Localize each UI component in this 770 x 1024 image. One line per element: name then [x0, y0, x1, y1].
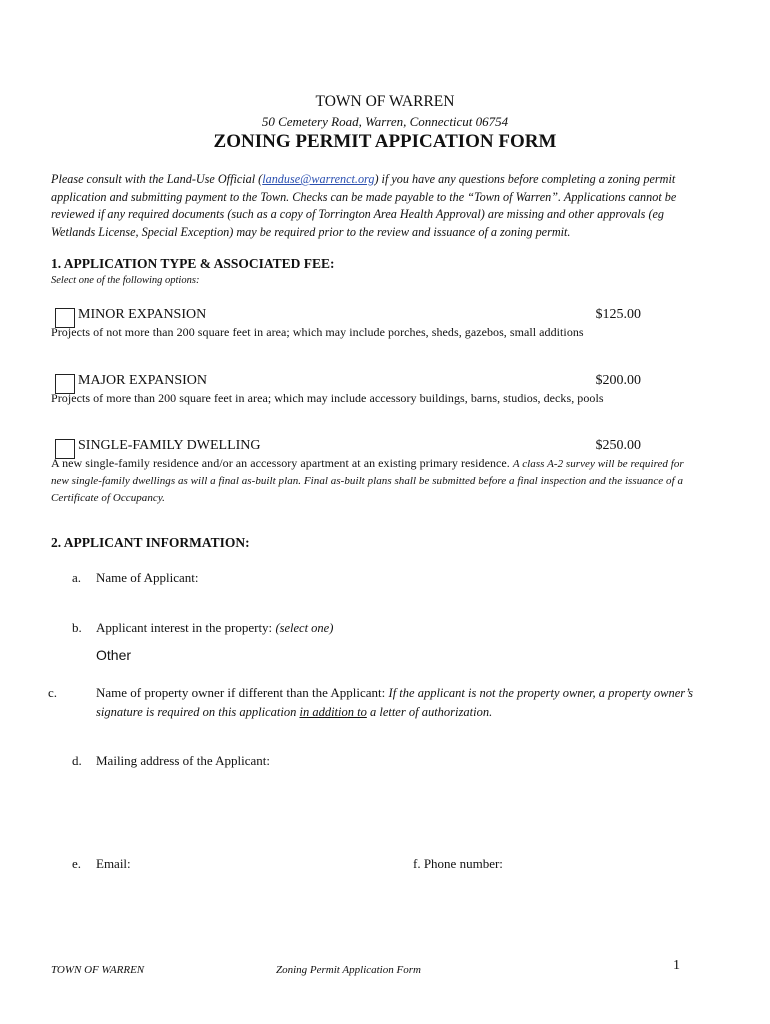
- section-1-note: Select one of the following options:: [51, 275, 200, 286]
- option-fee: $200.00: [595, 373, 641, 388]
- owner-note-end: a letter of authorization.: [366, 704, 493, 719]
- option-fee: $250.00: [595, 438, 641, 453]
- option-description: [51, 455, 691, 506]
- form-title: ZONING PERMIT APPICATION FORM: [213, 131, 557, 152]
- option-description: Projects of not more than 200 square feet in area; which may include porches, sheds, gazebos, small additions: [51, 325, 584, 339]
- landuse-email-link[interactable]: landuse@warrenct.org: [262, 172, 375, 186]
- option-description-note: A class A-2 survey will be required for new single-family dwellings as will a final as-built plan. Final as-built plans shall be submitted before a final inspection and the issuance of a Certificate of Occupancy.: [51, 458, 684, 504]
- option-label: SINGLE-FAMILY DWELLING: [78, 438, 261, 453]
- section-2-heading: 2. APPLICANT INFORMATION:: [51, 535, 250, 550]
- footer-town: TOWN OF WARREN: [51, 964, 145, 976]
- field-mailing-address: [72, 752, 692, 770]
- owner-note: If the applicant is not the property owner, a property owner’s signature is required on this application: [96, 686, 694, 719]
- item-letter: e.: [72, 856, 82, 871]
- field-label: Name of Applicant:: [96, 570, 199, 585]
- field-label: Name of property owner if different than the Applicant:: [96, 685, 389, 700]
- page-number: 1: [673, 958, 680, 973]
- town-address: 50 Cemetery Road, Warren, Connecticut 06754: [261, 114, 509, 129]
- option-description: Projects of more than 200 square feet in area; which may include accessory buildings, barns, studios, decks, pools: [51, 391, 604, 405]
- option-fee: $125.00: [595, 307, 641, 322]
- field-label: Applicant interest in the property:: [96, 620, 276, 635]
- item-letter: a.: [72, 570, 82, 585]
- footer-form-name: Zoning Permit Application Form: [276, 964, 421, 976]
- town-name: TOWN OF WARREN: [315, 93, 455, 110]
- applicant-interest-value[interactable]: Other: [96, 647, 132, 663]
- item-letter: c.: [48, 685, 58, 700]
- section-1-heading: 1. APPLICATION TYPE & ASSOCIATED FEE:: [51, 256, 335, 271]
- field-label: Mailing address of the Applicant:: [96, 753, 271, 768]
- field-hint: (select one): [275, 621, 334, 635]
- field-applicant-interest: [72, 619, 692, 638]
- field-property-owner: [48, 684, 696, 721]
- option-description-text: A new single-family residence and/or an accessory apartment at an existing primary residence.: [51, 456, 513, 470]
- field-applicant-name: [72, 569, 692, 587]
- option-label: MAJOR EXPANSION: [78, 373, 208, 388]
- intro-paragraph: [51, 171, 691, 241]
- intro-text-start: Please consult with the Land-Use Official (: [51, 172, 263, 186]
- owner-note-underlined: in addition to: [299, 704, 367, 719]
- intro-text-end: ) if you have any questions before completing a zoning permit application and submitting payment to the Town. Checks can be made payable to the “Town of Warren”. Applications cannot be reviewed if any required documents (such as a copy of Torrington Area Health Approval) are missing and other approvals (eg Wetlands License, Special Exception) may be required prior to the review and issuance of a zoning permit.: [51, 172, 677, 239]
- option-label: MINOR EXPANSION: [78, 307, 207, 322]
- item-letter: b.: [72, 620, 82, 635]
- item-letter: d.: [72, 753, 82, 768]
- field-phone-number: f. Phone number:: [413, 856, 503, 871]
- field-label: Email:: [96, 856, 131, 871]
